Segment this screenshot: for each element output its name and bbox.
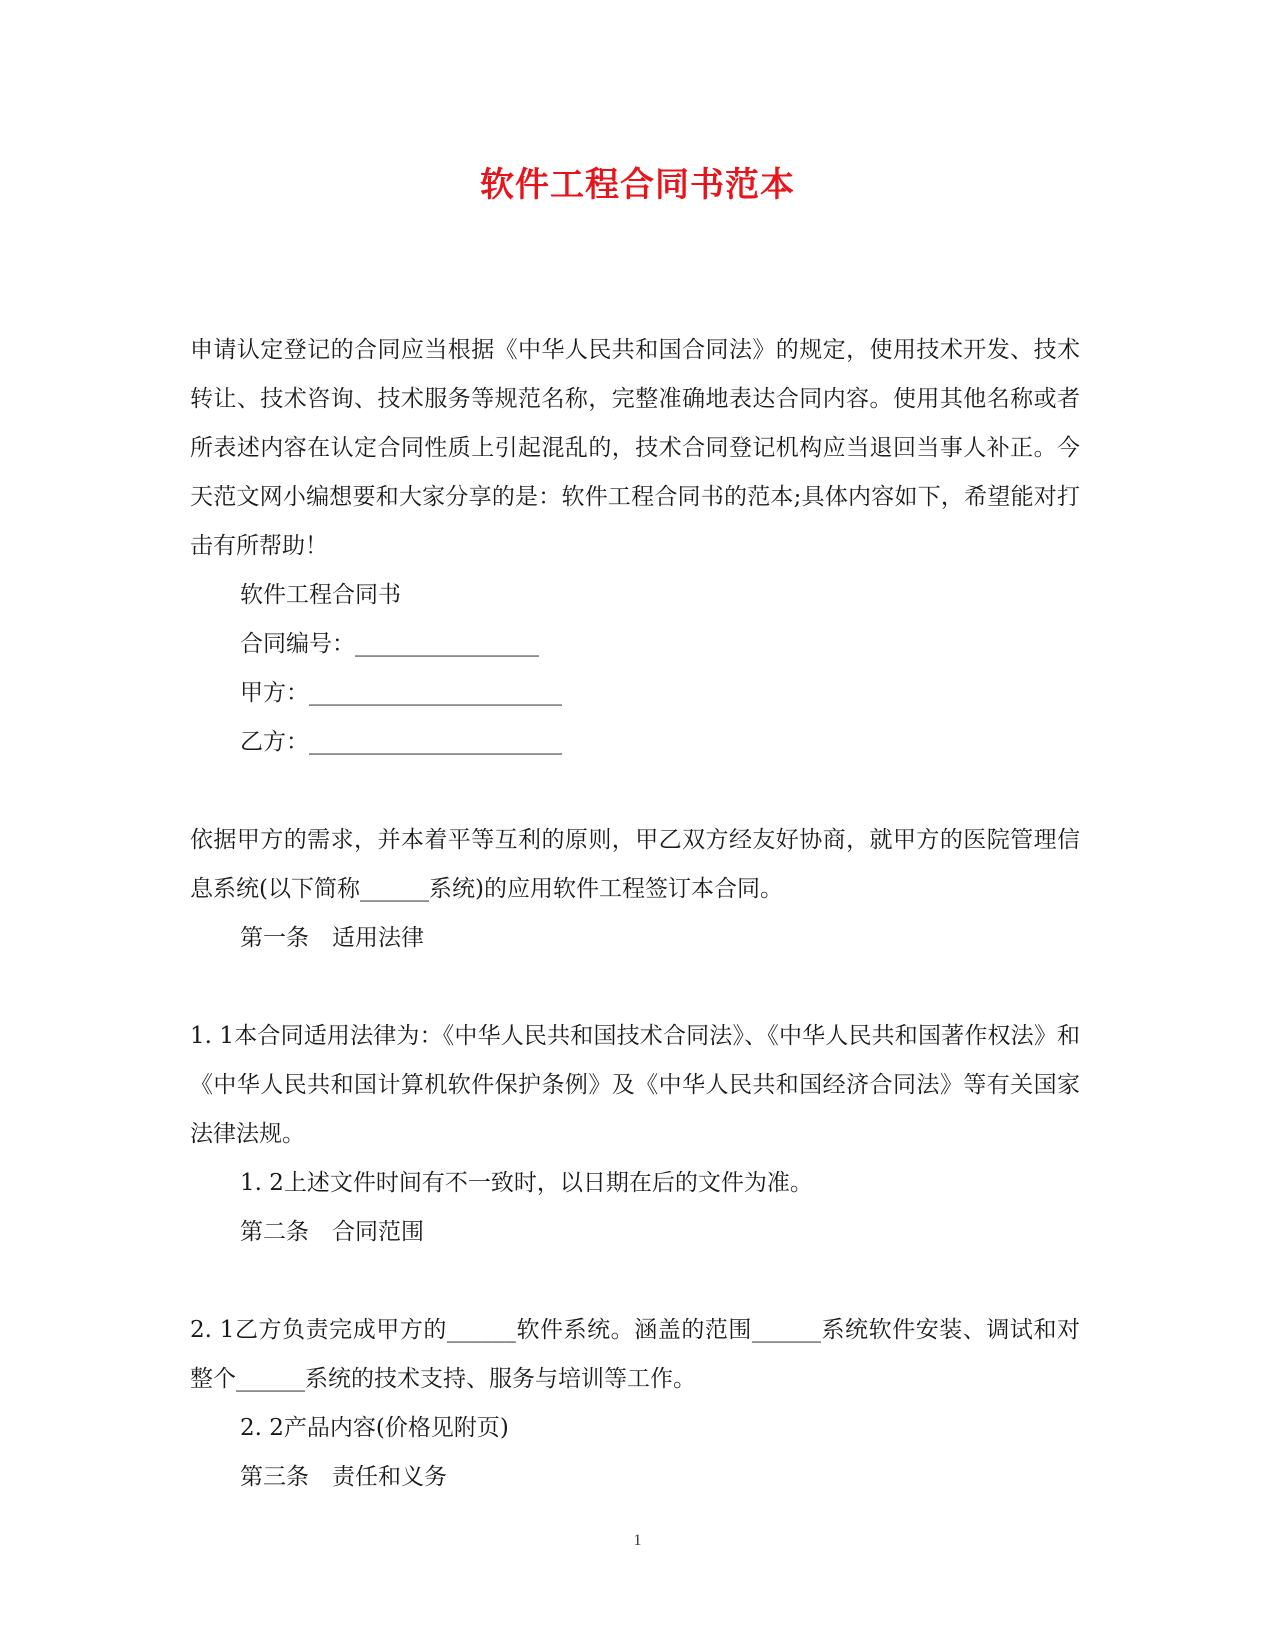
clause-1-1: 1. 1本合同适用法律为：《中华人民共和国技术合同法》、《中华人民共和国著作权法》和《中华人民共和国计算机软件保护条例》及《中华人民共和国经济合同法》等有关国家法律法规。 <box>190 1023 1080 1147</box>
clause-2-1: 2. 1乙方负责完成甲方的______软件系统。涵盖的范围______系统软件安装、调试和对整个______系统的技术支持、服务与培训等工作。 <box>190 1317 1080 1392</box>
page-number: 1 <box>633 1532 642 1549</box>
party-b-line: 乙方：______________________ <box>240 729 562 755</box>
article-2-heading: 第二条 合同范围 <box>240 1219 424 1245</box>
party-a-line: 甲方：______________________ <box>240 680 562 706</box>
document-title: 软件工程合同书范本 <box>480 165 795 205</box>
article-3-heading: 第三条 责任和义务 <box>240 1464 447 1490</box>
contract-heading: 软件工程合同书 <box>240 582 401 608</box>
clause-1-2: 1. 2上述文件时间有不一致时，以日期在后的文件为准。 <box>240 1170 813 1196</box>
contract-number-line: 合同编号：________________ <box>240 631 539 657</box>
intro-paragraph: 申请认定登记的合同应当根据《中华人民共和国合同法》的规定，使用技术开发、技术转让、技术咨询、技术服务等规范名称，完整准确地表达合同内容。使用其他名称或者所表述内容在认定合同性质上引起混乱的，技术合同登记机构应当退回当事人补正。今天范文网小编想要和大家分享的是：软件工程合同书的范本;具体内容如下，希望能对打击有所帮助！ <box>190 337 1080 559</box>
article-1-heading: 第一条 适用法律 <box>240 925 424 951</box>
document-body <box>190 326 1080 1502</box>
preamble-paragraph: 依据甲方的需求，并本着平等互利的原则，甲乙双方经友好协商，就甲方的医院管理信息系统(以下简称______系统)的应用软件工程签订本合同。 <box>190 827 1080 902</box>
clause-2-2: 2. 2产品内容(价格见附页) <box>240 1415 509 1441</box>
